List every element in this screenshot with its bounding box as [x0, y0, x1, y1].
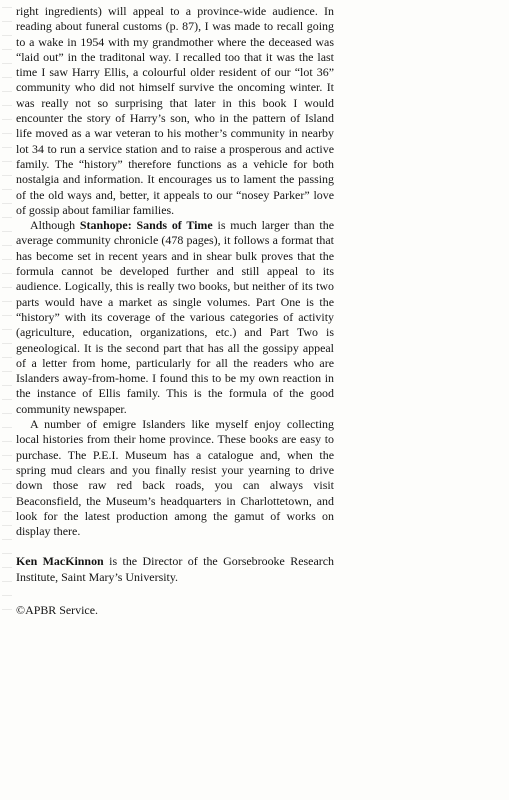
- service-credit: ©APBR Service.: [16, 602, 99, 617]
- author-description: is the Director of the Gorsebrooke Research Institute, Saint Mary’s University.: [16, 554, 334, 584]
- clipping-edge-shadow: [2, 0, 12, 620]
- paragraph-stanhope-lead: Although: [30, 218, 80, 233]
- author-name: Ken MacKinnon: [16, 554, 104, 569]
- paragraph-emigre-islanders: A number of emigre Islanders like myself enjoy collecting local histories from their home province. These books are easy to purchase. The P.E.I. Museum has a catalogue and, when the spring mud clears and you finally resist your yearning to drive down those raw red back roads, you can always visit Beaconsfield, the Museum’s headquarters in Charlottetown, and look for the latest production among the gamut of works on display there.: [16, 417, 334, 539]
- paragraph-stanhope-rest: is much larger than the average community chronicle (478 pages), it follows a format that has become set in recent years and in shear bulk proves that the formula cannot be developed further and still appeal to its audience. Logically, this is really two books, but neither of its two parts would have a market as single volumes. Part One is the “history” with its coverage of the various categories of activity (agriculture, education, organizations, etc.) and Part Two is geneological. It is the second part that has all the gossipy appeal of a letter from home, particularly for all the readers who are Islanders away-from-home. I found this to be my own reaction in the instance of Ellis family. This is the formula of the good community newspaper.: [16, 218, 334, 416]
- paragraph-funeral-customs: right ingredients) will appeal to a province-wide audience. In reading about funeral customs (p. 87), I was made to recall going to a wake in 1954 with my grandmother where the deceased was “laid out” in the traditonal way. I recalled too that it was the last time I saw Harry Ellis, a colourful older resident of our “lot 36” community who did not himself survive the oncoming winter. It was really not so surprising that later in this book I would encounter the story of Harry’s son, who in the pattern of Island life moved as a war veteran to his mother’s community in nearby lot 34 to run a service station and to raise a prosperous and active family. The “history” therefore functions as a vehicle for both nostalgia and information. It encourages us to lament the passing of the old ways and, better, it appeals to our “nosey Parker” love of gossip about familiar families.: [16, 4, 334, 217]
- article-column: [16, 4, 334, 618]
- paragraph-stanhope: [16, 218, 334, 417]
- book-title: Stanhope: Sands of Time: [79, 218, 213, 233]
- author-byline: [16, 554, 334, 585]
